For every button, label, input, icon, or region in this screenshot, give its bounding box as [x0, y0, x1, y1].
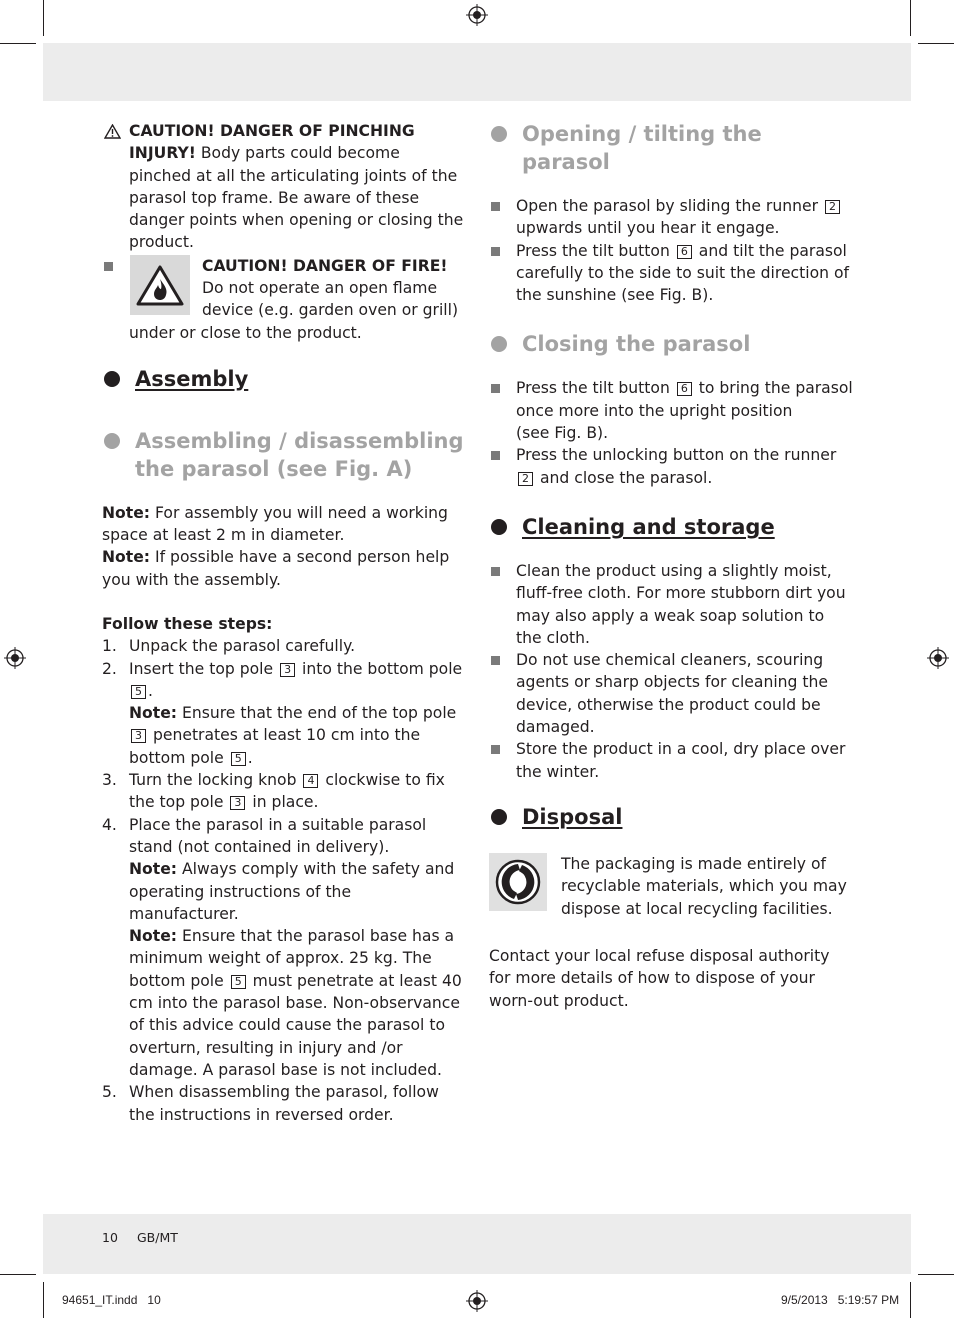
caution-fire-line2: device (e.g. garden oven or grill) [202, 301, 459, 320]
slug-date: 9/5/2013 5:19:57 PM [781, 1293, 900, 1307]
cleaning-heading: Cleaning and storage [489, 513, 854, 541]
bullet-square-icon [491, 567, 500, 576]
caution-fire-line1: Do not operate an open flame [202, 279, 438, 298]
part-number-box: 5 [231, 752, 246, 766]
bullet-square-icon [491, 451, 500, 460]
part-number-box: 3 [280, 663, 295, 677]
heading-bullet-icon [491, 336, 507, 352]
crop-mark [910, 0, 911, 36]
heading-bullet-icon [491, 809, 507, 825]
bullet-square-icon [104, 262, 113, 271]
closing-bullet-2: Press the unlocking button on the runner 2 and close the parasol. [489, 444, 854, 489]
assembling-heading: Assembling / disassembling the parasol (see Fig. A) [102, 427, 464, 483]
heading-bullet-icon [104, 433, 120, 449]
heading-bullet-icon [491, 519, 507, 535]
crop-mark [43, 1282, 44, 1318]
opening-heading: Opening / tilting the parasol [489, 120, 854, 176]
cleaning-bullet-3: Store the product in a cool, dry place over the winter. [489, 738, 854, 783]
page-number: 10 [102, 1230, 118, 1245]
step-3: 3. Turn the locking knob 4 clockwise to fix the top pole 3 in place. [102, 771, 445, 812]
caution-pinching [102, 120, 464, 254]
part-number-box: 2 [518, 472, 533, 486]
step-4: 4. Place the parasol in a suitable parasol stand (not contained in delivery). Note: Always comply with the safety and operating instructions of the manufacturer. Note: Ensure that the parasol base has a minimum weight of approx. 25 kg. The bottom pole 5 must penetrate at least 40 cm into the parasol base. Non-observance of this advice could cause the parasol to overturn, resulting in injury and /or damage. A parasol base is not included. [102, 815, 462, 1079]
part-number-box: 3 [131, 729, 146, 743]
cleaning-bullet-2: Do not use chemical cleaners, scouring agents or sharp objects for cleaning the device, otherwise the product could be damaged. [489, 649, 854, 738]
bullet-square-icon [491, 202, 500, 211]
green-dot-recycle-icon [489, 853, 547, 911]
part-number-box: 5 [231, 975, 246, 989]
right-column [489, 120, 854, 1012]
crop-mark [0, 1274, 36, 1275]
recycle-block [489, 853, 854, 921]
part-number-box: 4 [303, 774, 318, 788]
caution-fire-line3: under or close to the product. [129, 323, 362, 342]
crop-mark [910, 1282, 911, 1318]
registration-mark-icon [466, 1290, 488, 1312]
part-number-box: 3 [230, 796, 245, 810]
caution-pinching-text: Body parts could become pinched at all the articulating joints of the parasol top frame. Be aware of these danger points when opening or closing the product. [129, 144, 464, 252]
closing-bullet-1: Press the tilt button 6 to bring the parasol once more into the upright position (see Fig. B). [489, 377, 854, 444]
heading-bullet-icon [104, 371, 120, 387]
closing-heading: Closing the parasol [489, 330, 854, 358]
step-2: 2. Insert the top pole 3 into the bottom pole 5 . Note: Ensure that the end of the top pole 3 penetrates at least 10 cm into the bottom pole 5 . [102, 659, 463, 767]
caution-pinching-title: CAUTION! DANGER OF PINCHING INJURY! [129, 122, 415, 163]
registration-mark-icon [466, 4, 488, 26]
step-1: 1. Unpack the parasol carefully. [102, 637, 356, 656]
crop-mark [918, 43, 954, 44]
part-number-box: 6 [677, 245, 692, 259]
registration-mark-icon [4, 647, 26, 669]
steps-title: Follow these steps: [102, 614, 273, 633]
fire-warning-icon [130, 255, 190, 315]
contact-text: Contact your local refuse disposal authority for more details of how to dispose of your worn-out product. [489, 946, 830, 1010]
note-working-space: For assembly you will need a working space at least 2 m in diameter. [102, 503, 448, 545]
part-number-box: 5 [131, 685, 146, 699]
heading-bullet-icon [491, 126, 507, 142]
left-column [102, 120, 464, 1126]
crop-mark [0, 43, 36, 44]
page-language: GB/MT [137, 1230, 178, 1245]
warning-triangle-icon [104, 124, 121, 139]
crop-mark [918, 1274, 954, 1275]
header-band [43, 43, 911, 101]
caution-fire [102, 255, 464, 345]
bullet-square-icon [491, 384, 500, 393]
part-number-box: 6 [677, 382, 692, 396]
opening-bullet-2: Press the tilt button 6 and tilt the parasol carefully to the side to suit the direction of the sunshine (see Fig. B). [489, 240, 854, 307]
disposal-heading: Disposal [489, 803, 854, 831]
bullet-square-icon [491, 745, 500, 754]
registration-mark-icon [927, 647, 949, 669]
step-5: 5. When disassembling the parasol, follow the instructions in reversed order. [102, 1083, 439, 1124]
recycle-text: The packaging is made entirely of recyclable materials, which you may dispose at local recycling facilities. [561, 854, 847, 918]
part-number-box: 2 [825, 200, 840, 214]
bullet-square-icon [491, 656, 500, 665]
slug-file: 94651_IT.indd 10 [62, 1293, 161, 1307]
bullet-square-icon [491, 247, 500, 256]
caution-fire-title: CAUTION! DANGER OF FIRE! [202, 256, 448, 275]
assembly-notes: Note: For assembly you will need a working space at least 2 m in diameter. Note: If possible have a second person help you with the assembly. [102, 503, 450, 589]
cleaning-bullet-1: Clean the product using a slightly moist, fluff-free cloth. For more stubborn dirt you may also apply a weak soap solution to the cloth. [489, 560, 854, 649]
note-second-person: If possible have a second person help you with the assembly. [102, 548, 450, 589]
opening-bullet-1: Open the parasol by sliding the runner 2 upwards until you hear it engage. [489, 195, 854, 240]
crop-mark [43, 0, 44, 36]
assembly-heading: Assembly [102, 365, 464, 393]
